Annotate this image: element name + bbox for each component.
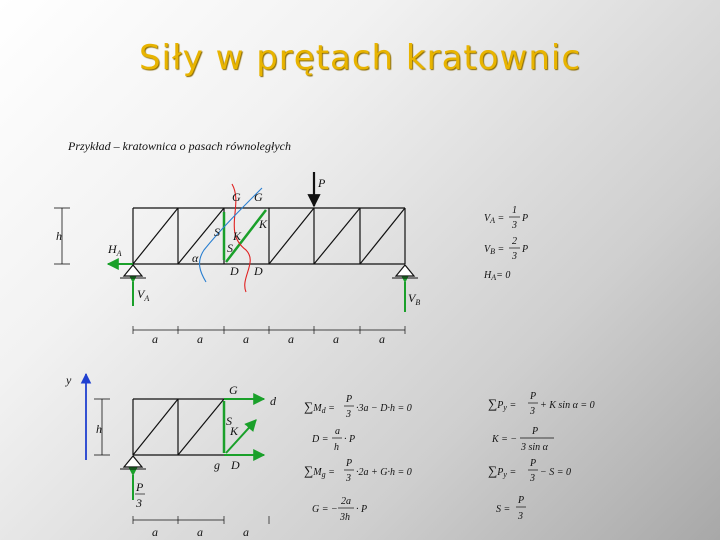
eq-sum-py-s [488,458,571,484]
dim-label: a [197,332,203,346]
svg-text:∑Py =: $\sum P_y$ = [488,396,517,412]
label-G-bottom: G [229,383,238,397]
diagonal-member [133,208,178,264]
support-a [124,265,142,276]
svg-text:D =: D = [312,434,329,445]
label-g: g [214,458,220,472]
svg-text:a: a [335,426,340,437]
svg-text:1: 1 [512,205,517,216]
eq-moment-g [304,458,412,484]
svg-text:P: P [530,391,537,402]
reaction-ha [483,270,510,282]
diagonal-member [269,208,314,264]
label-G-left: G [232,190,241,204]
label-h-top: h [56,229,62,243]
dim-label: a [152,332,158,346]
svg-text:·3a − D·h = 0: ·3a − D·h = 0 [356,403,412,414]
svg-text:3: 3 [512,251,517,262]
svg-text:P: P [530,458,537,469]
svg-text:P: P [346,394,353,405]
dim-label: a [243,525,249,539]
eq-sum-py-k [488,391,595,417]
label-S-2: S [227,241,233,255]
dim-label: a [288,332,294,346]
svg-text:3: 3 [346,409,351,420]
label-h-bottom: h [96,422,102,436]
label-3-bottom: 3 [136,496,142,510]
svg-text:3: 3 [512,220,517,231]
svg-text:P: P [346,458,353,469]
svg-text:P: P [532,426,539,437]
svg-text:· P: · P [344,434,356,445]
svg-text:3: 3 [346,473,351,484]
support-b [396,265,414,276]
svg-text:3: 3 [518,511,523,522]
top-truss [133,208,405,264]
svg-text:∑Mg =: $\sum M_g$ = [304,463,335,479]
dim-label: a [379,332,385,346]
label-VA: $V_A$ [137,287,150,303]
svg-text:HA= 0: $H_A= 0$ [484,270,511,282]
svg-text:∑Py =: $\sum P_y$ = [488,463,517,479]
eq-g [312,496,367,523]
slide-title: Siły w prętach kratownic [138,38,582,78]
dim-label: a [243,332,249,346]
eq-k [491,426,554,453]
label-alpha: α [192,251,199,265]
svg-text:3: 3 [530,406,535,417]
svg-text:3: 3 [530,473,535,484]
label-D-1: D [230,264,239,278]
label-S-bottom: S [226,414,232,428]
svg-text:VB =: $V_B$ = [484,244,505,256]
dim-label: a [333,332,339,346]
label-K-bottom: K [230,424,239,438]
label-G-right: G [254,190,263,204]
svg-text:P: P [522,213,529,224]
label-VB: $V_B$ [408,291,421,307]
eq-d [311,426,355,453]
svg-text:G = −: G = − [312,504,338,515]
label-P: P [318,176,326,190]
svg-text:3h: 3h [340,512,350,523]
svg-text:P: P [522,244,529,255]
label-D-2: D [254,264,263,278]
label-S-1: S [214,225,220,239]
diagonal-member [360,208,405,264]
diagonal-member [314,208,360,264]
svg-text:2: 2 [512,236,517,247]
svg-text:∑Md =: $\sum M_d$ = [304,399,335,415]
support-a-bottom [124,456,142,467]
svg-text:P: P [518,495,525,506]
svg-text:S =: S = [496,504,511,515]
bottom-truss [133,399,224,455]
label-K-2: K [259,217,268,231]
dim-label: a [152,525,158,539]
svg-text:2a: 2a [341,496,351,507]
svg-text:+ K sin α = 0: + K sin α = 0 [540,400,595,411]
label-D-bottom: D [231,458,240,472]
label-P-bottom: P [136,480,144,494]
svg-text:− S = 0: − S = 0 [540,467,571,478]
label-HA: $H_A$ [108,242,122,258]
svg-text:VA =: $V_A$ = [484,213,505,225]
label-d: d [270,394,276,408]
svg-text:3 sin α: 3 sin α [521,442,548,453]
reaction-vb [484,236,528,262]
svg-text:· P: · P [356,504,368,515]
subtitle: Przykład – kratownica o pasach równoległych [68,139,291,153]
svg-text:h: h [334,442,339,453]
label-y: y [66,373,72,387]
svg-text:·2a + G·h = 0: ·2a + G·h = 0 [356,467,412,478]
reaction-va [484,205,528,231]
eq-moment-d [304,394,412,420]
dim-label: a [197,525,203,539]
svg-text:K = −: K = − [492,434,518,445]
eq-s [496,495,526,522]
label-K-1: K [233,229,242,243]
